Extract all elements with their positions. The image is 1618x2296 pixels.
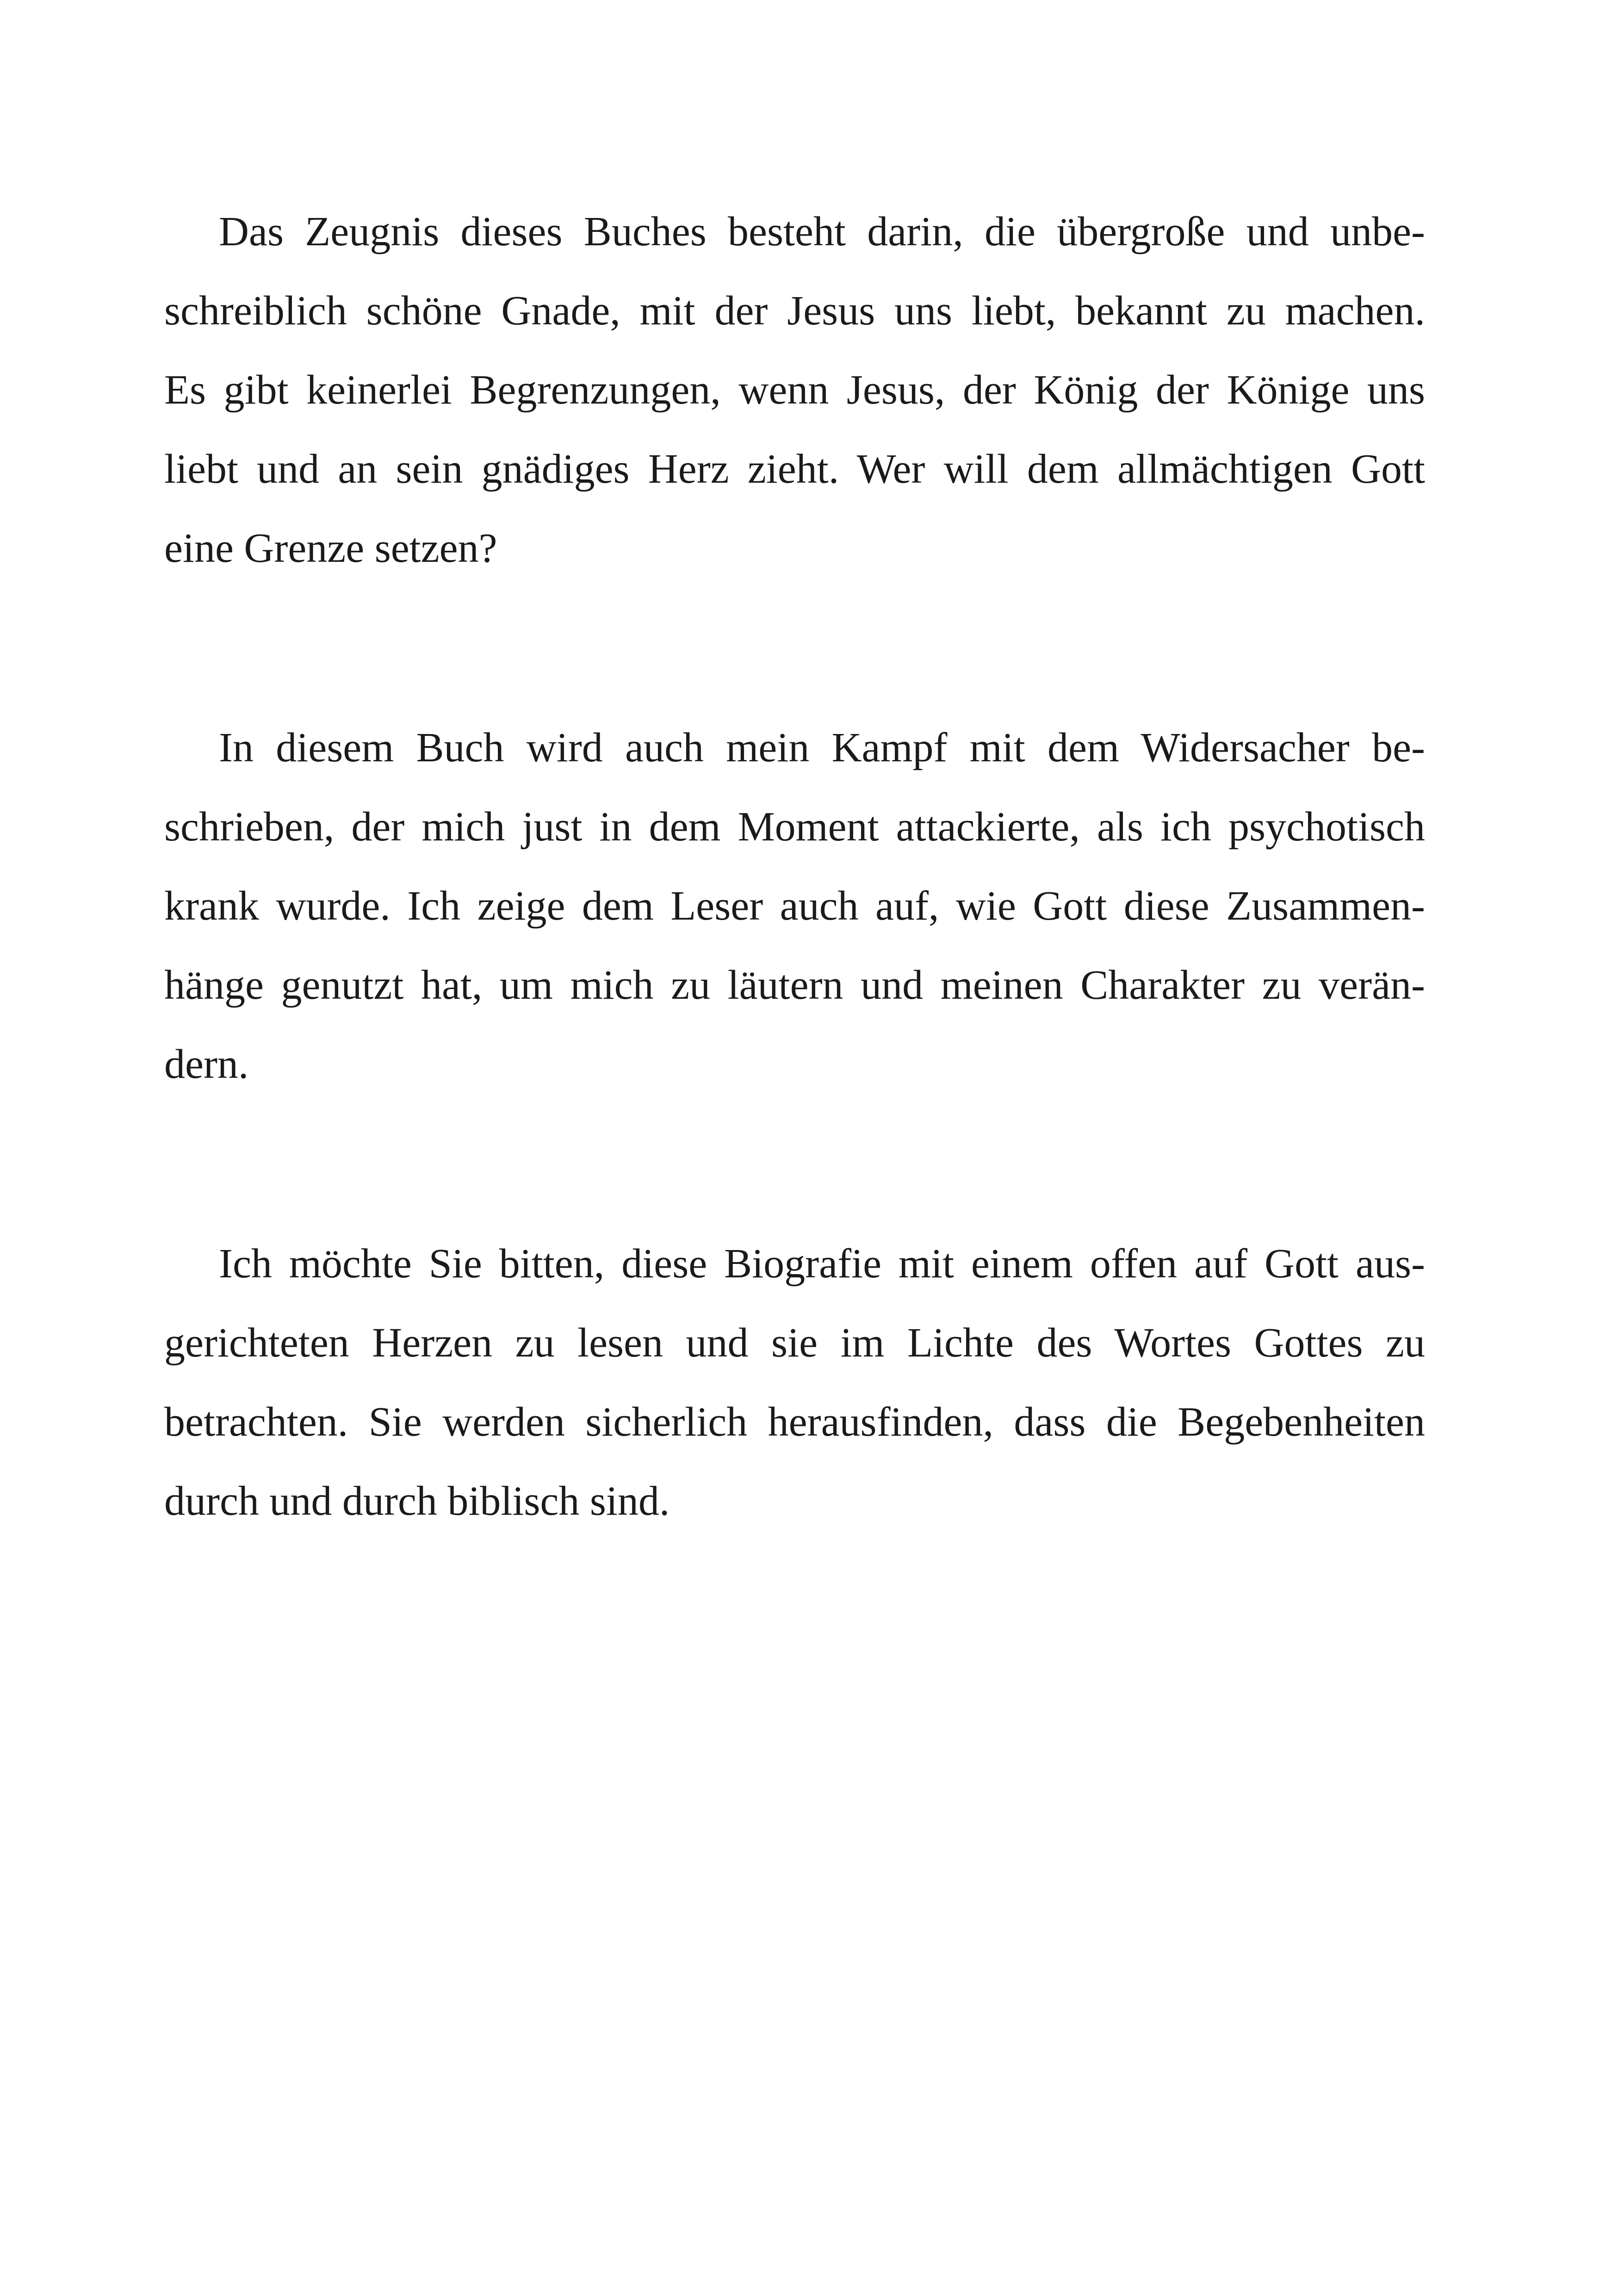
paragraph-line: schrieben, der mich just in dem Moment attackierte, als ich psychotisch	[164, 804, 1425, 850]
paragraph-line: gerichteten Herzen zu lesen und sie im Lichte des Wortes Gottes zu	[164, 1320, 1425, 1366]
paragraph-line: betrachten. Sie werden sicherlich herausfinden, dass die Begebenheiten	[164, 1399, 1425, 1445]
paragraph-line: schreiblich schöne Gnade, mit der Jesus uns liebt, bekannt zu machen.	[164, 288, 1425, 334]
paragraph-struggle	[164, 708, 1425, 1104]
paragraph-line: liebt und an sein gnädiges Herz zieht. Wer will dem allmächtigen Gott	[164, 446, 1425, 492]
paragraph-line: Ich möchte Sie bitten, diese Biografie mit einem offen auf Gott aus-	[219, 1241, 1425, 1287]
paragraph-line: Es gibt keinerlei Begrenzungen, wenn Jesus, der König der Könige uns	[164, 367, 1425, 413]
paragraph-testimony	[164, 192, 1425, 588]
paragraph-line: Das Zeugnis dieses Buches besteht darin, die übergroße und unbe-	[219, 209, 1425, 255]
paragraph-request	[164, 1224, 1425, 1541]
paragraph-line: hänge genutzt hat, um mich zu läutern und meinen Charakter zu verän-	[164, 962, 1425, 1008]
paragraph-line: eine Grenze setzen?	[164, 525, 497, 571]
paragraph-line: durch und durch biblisch sind.	[164, 1478, 670, 1524]
paragraph-line: In diesem Buch wird auch mein Kampf mit dem Widersacher be-	[219, 725, 1425, 771]
paragraph-line: krank wurde. Ich zeige dem Leser auch auf, wie Gott diese Zusammen-	[164, 883, 1425, 929]
paragraph-line: dern.	[164, 1041, 249, 1087]
